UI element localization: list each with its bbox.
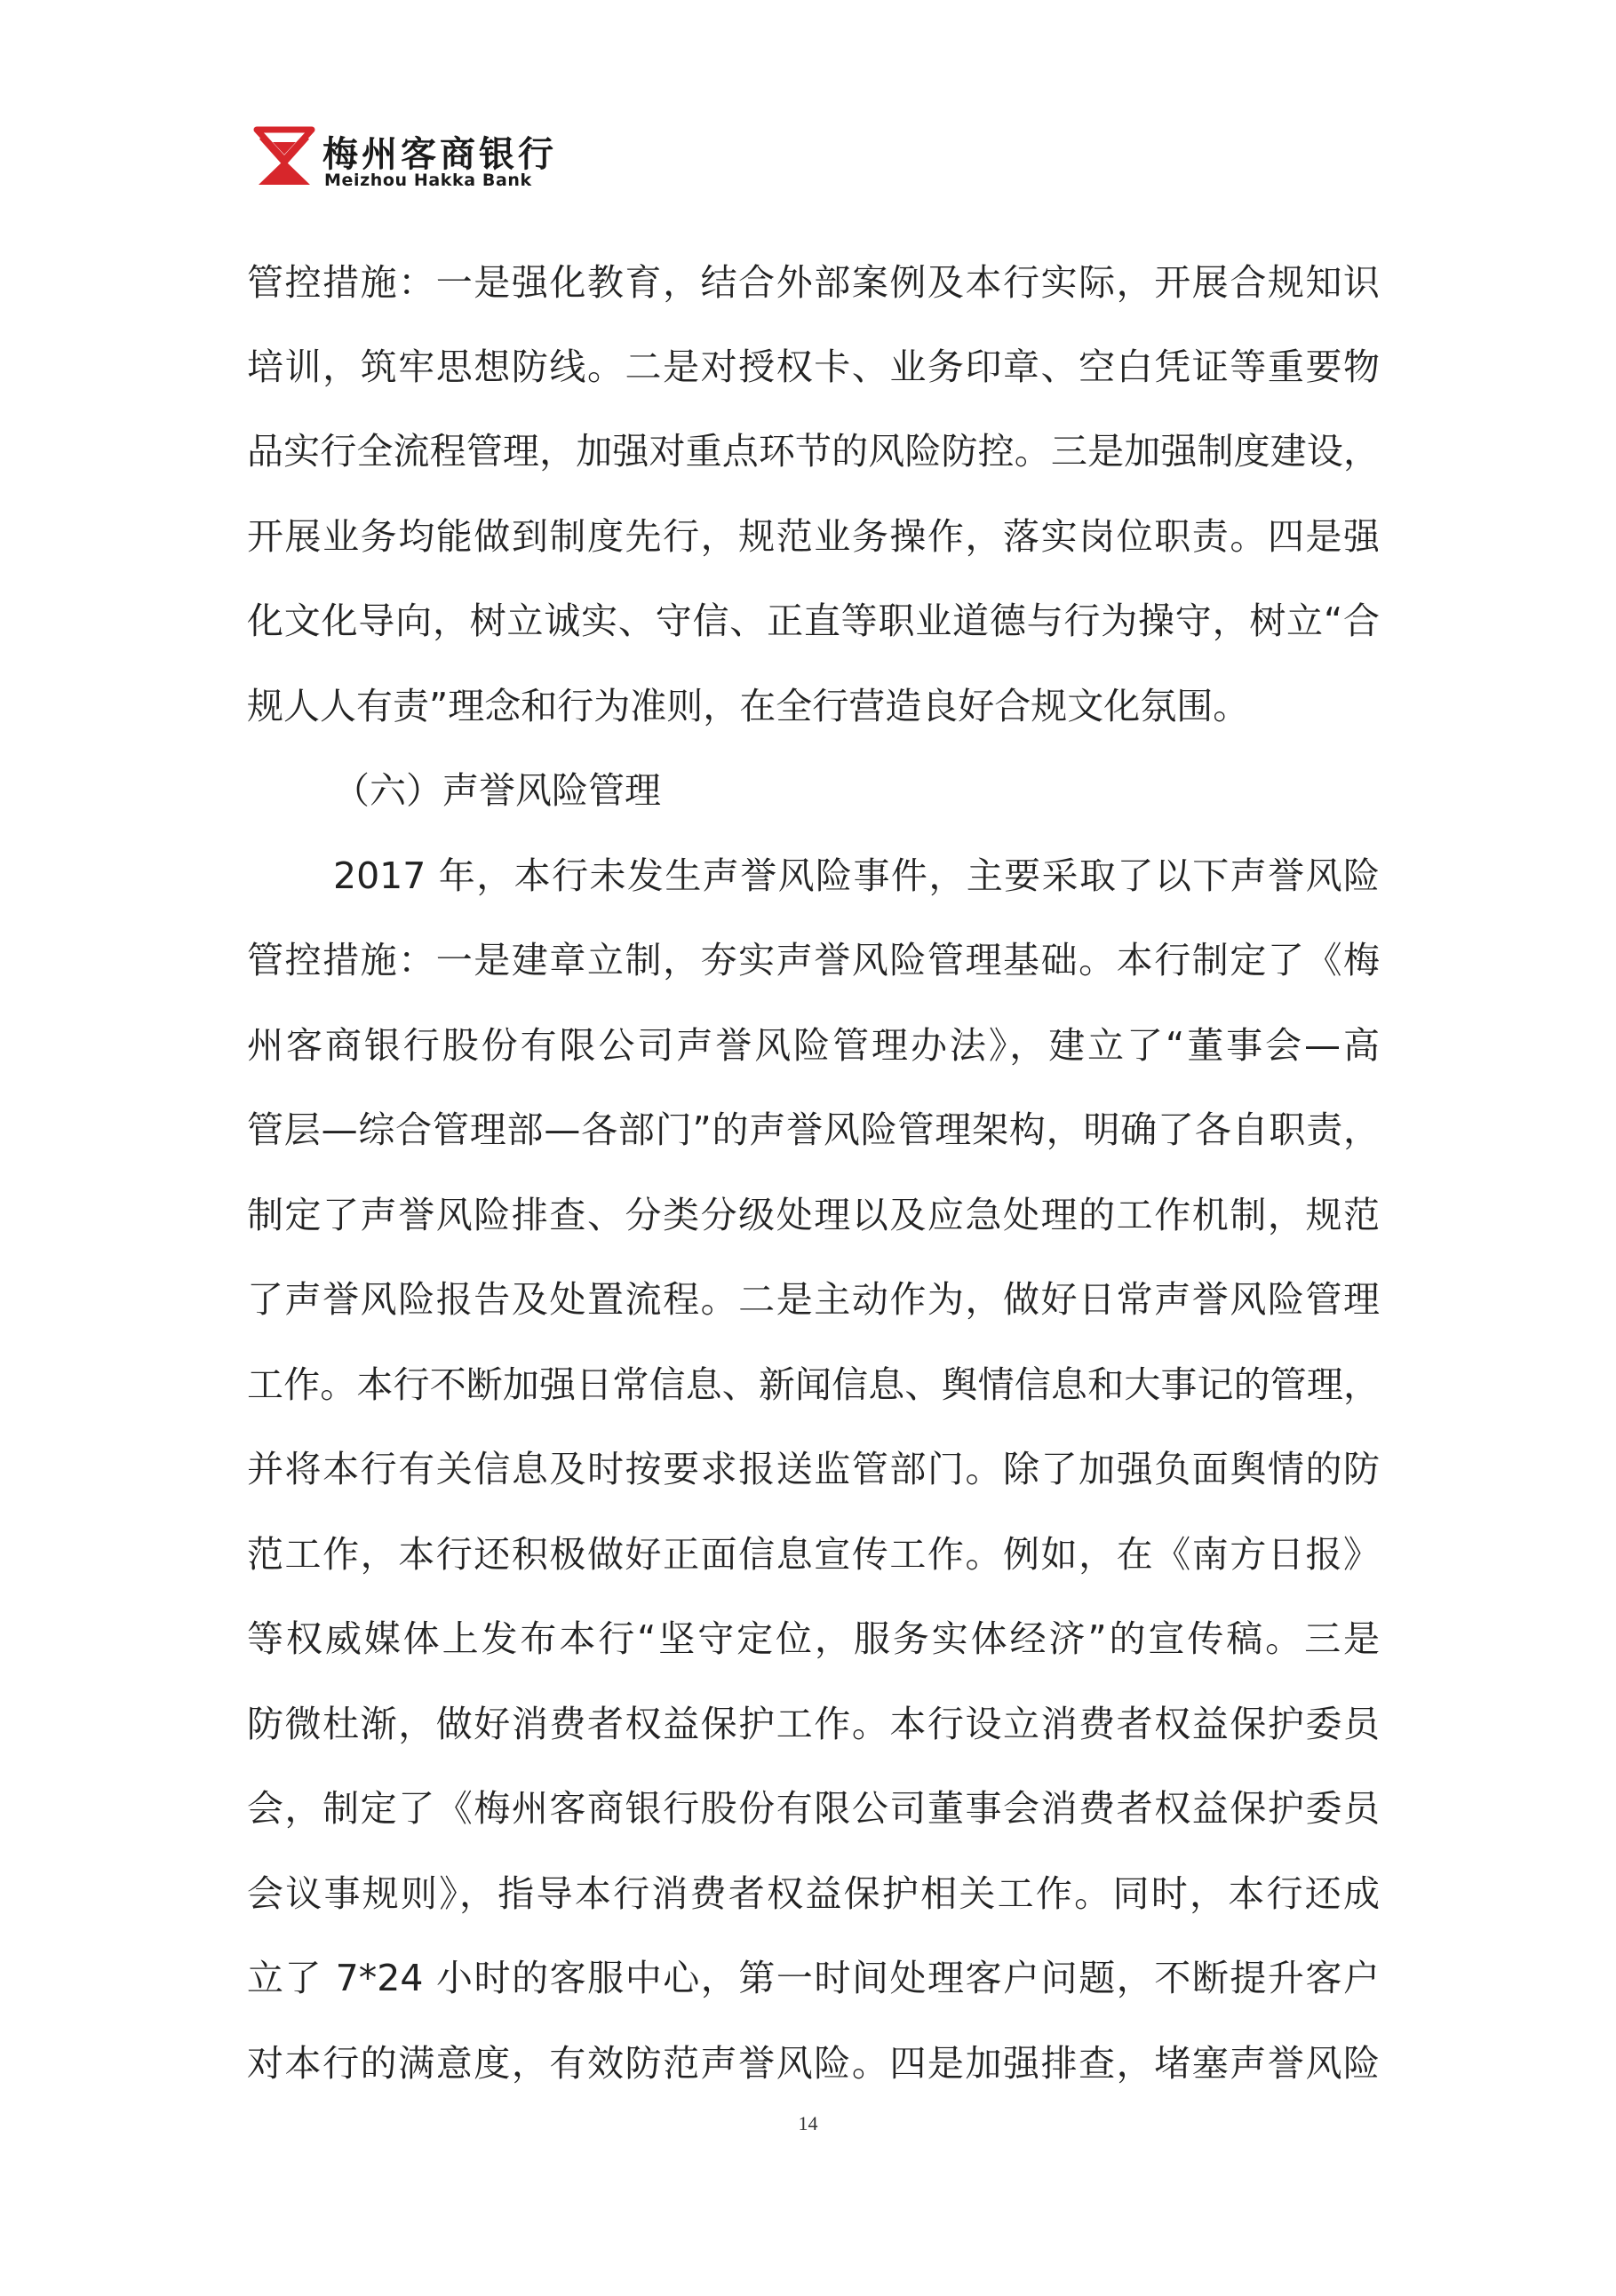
body-line: 管层—综合管理部—各部门”的声誉风险管理架构，明确了各自职责， bbox=[247, 1108, 1380, 1151]
body-line: 制定了声誉风险排查、分类分级处理以及应急处理的工作机制，规范 bbox=[247, 1194, 1380, 1236]
body-line: 了声誉风险报告及处置流程。二是主动作为，做好日常声誉风险管理 bbox=[247, 1278, 1380, 1321]
body-line: 立了 7*24 小时的客服中心，第一时间处理客户问题，不断提升客户 bbox=[247, 1957, 1380, 1999]
body-line: 化文化导向，树立诚实、守信、正直等职业道德与行为操守，树立“合 bbox=[247, 600, 1380, 642]
body-line: 管控措施：一是强化教育，结合外部案例及本行实际，开展合规知识 bbox=[247, 261, 1380, 304]
bank-name-cn: 梅州客商银行 bbox=[322, 133, 557, 175]
bank-logo-icon bbox=[253, 124, 315, 188]
page-header bbox=[253, 124, 609, 195]
body-line: 管控措施：一是建章立制，夯实声誉风险管理基础。本行制定了《梅 bbox=[247, 939, 1380, 981]
body-line: 等权威媒体上发布本行“坚守定位，服务实体经济”的宣传稿。三是 bbox=[247, 1617, 1380, 1660]
body-line: 工作。本行不断加强日常信息、新闻信息、舆情信息和大事记的管理， bbox=[247, 1363, 1380, 1406]
body-line: 防微杜渐，做好消费者权益保护工作。本行设立消费者权益保护委员 bbox=[247, 1703, 1380, 1745]
body-line: 会议事规则》，指导本行消费者权益保护相关工作。同时，本行还成 bbox=[247, 1872, 1380, 1915]
body-line: 2017 年，本行未发生声誉风险事件，主要采取了以下声誉风险 bbox=[333, 854, 1380, 897]
page-number: 14 bbox=[798, 2112, 818, 2134]
body-line: 并将本行有关信息及时按要求报送监管部门。除了加强负面舆情的防 bbox=[247, 1448, 1380, 1490]
body-line: 州客商银行股份有限公司声誉风险管理办法》，建立了“董事会—高 bbox=[247, 1024, 1380, 1067]
section-heading: （六）声誉风险管理 bbox=[333, 769, 661, 812]
body-line: 培训，筑牢思想防线。二是对授权卡、业务印章、空白凭证等重要物 bbox=[247, 346, 1380, 388]
body-line: 规人人有责”理念和行为准则，在全行营造良好合规文化氛围。 bbox=[247, 685, 1250, 727]
body-line: 品实行全流程管理，加强对重点环节的风险防控。三是加强制度建设， bbox=[247, 430, 1380, 473]
body-line: 范工作，本行还积极做好正面信息宣传工作。例如，在《南方日报》 bbox=[247, 1533, 1380, 1576]
bank-name-en: Meizhou Hakka Bank bbox=[324, 171, 532, 190]
body-line: 开展业务均能做到制度先行，规范业务操作，落实岗位职责。四是强 bbox=[247, 515, 1380, 558]
body-line: 会，制定了《梅州客商银行股份有限公司董事会消费者权益保护委员 bbox=[247, 1787, 1380, 1830]
body-line: 对本行的满意度，有效防范声誉风险。四是加强排查，堵塞声誉风险 bbox=[247, 2042, 1380, 2085]
